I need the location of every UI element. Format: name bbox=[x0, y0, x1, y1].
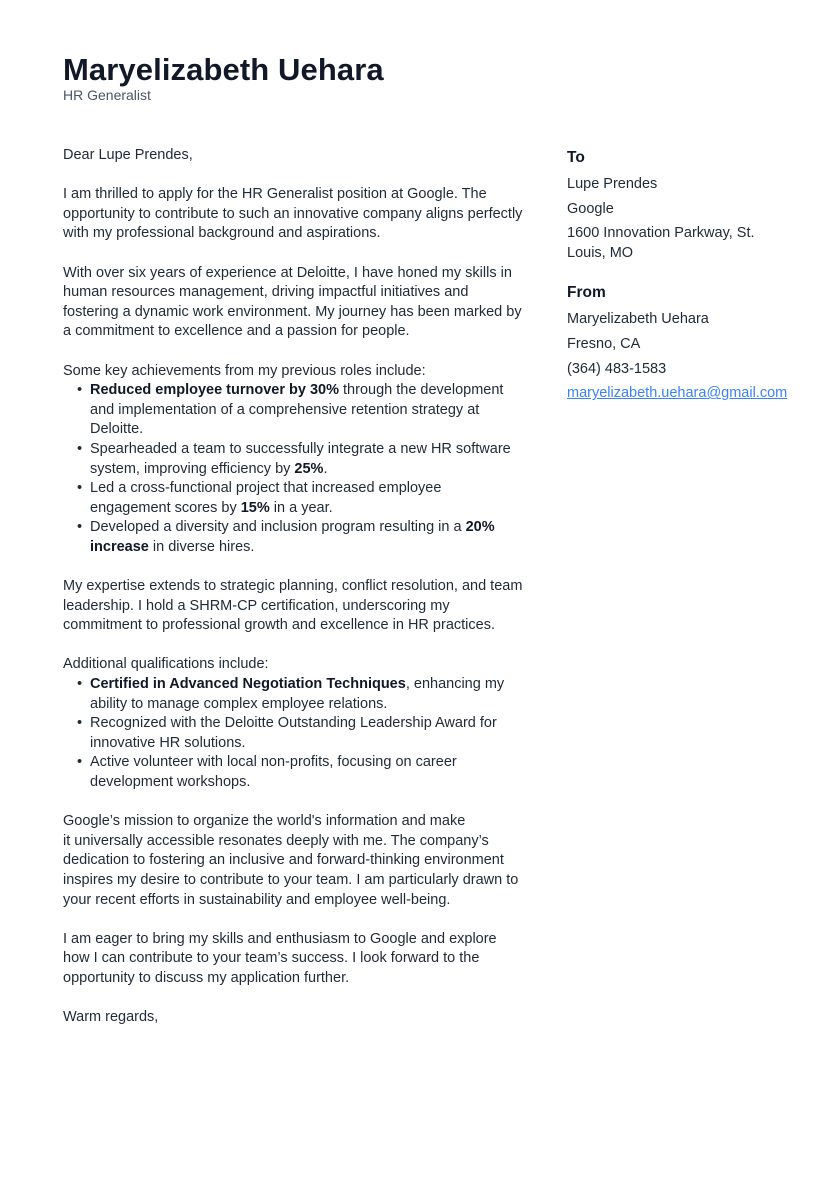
paragraph-experience: With over six years of experience at Deloitte, I have honed my skills in human resources management, driving impactful initiatives and fostering a dynamic work environment. My journey has been marked by a commitment to excellence and a passion for people. bbox=[63, 264, 522, 340]
list-item-text: through the development and implementation of a comprehensive retention strategy at Deloitte. bbox=[90, 382, 504, 438]
list-item-text: in diverse hires. bbox=[148, 538, 255, 555]
sender-section bbox=[567, 281, 797, 403]
applicant-title: HR Generalist bbox=[63, 87, 151, 103]
sender-email-link[interactable]: maryelizabeth.uehara@gmail.com bbox=[567, 385, 788, 402]
sender-name: Maryelizabeth Uehara bbox=[567, 311, 709, 328]
list-item-text: , enhancing my ability to manage complex employee relations. bbox=[90, 676, 505, 712]
list-item bbox=[90, 518, 523, 557]
paragraph-expertise: My expertise extends to strategic planning, conflict resolution, and team leadership. I hold a SHRM-CP certification, underscoring my commitment to professional growth and excellence in HR practices. bbox=[63, 578, 523, 634]
list-item-text: Developed a diversity and inclusion program resulting in a bbox=[90, 519, 466, 536]
recipient-heading: To bbox=[567, 149, 585, 166]
list-item-text: . bbox=[323, 460, 328, 477]
list-item bbox=[90, 753, 523, 792]
bold-highlight: Reduced employee turnover by 30% bbox=[90, 382, 339, 399]
qualifications-list bbox=[63, 675, 523, 793]
achievements-list bbox=[63, 381, 523, 557]
salutation: Dear Lupe Prendes, bbox=[63, 147, 193, 163]
applicant-name: Maryelizabeth Uehara bbox=[63, 52, 384, 87]
recipient-company: Google bbox=[567, 200, 614, 217]
bold-highlight: 20% increase bbox=[90, 519, 495, 555]
paragraph-line: it universally accessible resonates deeply with me. The company’s dedication to fostering an inclusive and forward-thinking environment inspires my desire to contribute to your team. I am particularly drawn to your recent efforts in sustainability and employee well-being. bbox=[63, 832, 519, 908]
letter-header bbox=[63, 52, 384, 103]
list-item bbox=[90, 479, 523, 518]
achievements-intro: Some key achievements from my previous roles include: bbox=[63, 362, 426, 379]
list-item-text: in a year. bbox=[269, 499, 333, 516]
list-item-text: Spearheaded a team to successfully integrate a new HR software system, improving efficiency by bbox=[90, 440, 511, 477]
recipient-section bbox=[567, 146, 797, 263]
list-item-text: Led a cross-functional project that increased employee engagement scores by bbox=[90, 480, 442, 516]
paragraph-line: Google’s mission to organize the world's information and make bbox=[63, 813, 466, 830]
list-item bbox=[90, 440, 523, 479]
list-item-text: Recognized with the Deloitte Outstanding Leadership Award for innovative HR solutions. bbox=[90, 715, 497, 751]
paragraph-closing: I am eager to bring my skills and enthusiasm to Google and explore how I can contribute to your team’s success. I look forward to the opportunity to discuss my application further. bbox=[63, 930, 497, 986]
sender-location: Fresno, CA bbox=[567, 335, 641, 352]
paragraph-company-mission bbox=[63, 812, 523, 910]
qualifications-intro: Additional qualifications include: bbox=[63, 656, 269, 673]
sign-off: Warm regards, bbox=[63, 1009, 159, 1026]
letter-body bbox=[63, 146, 523, 1047]
recipient-name: Lupe Prendes bbox=[567, 176, 658, 192]
sender-phone: (364) 483-1583 bbox=[567, 360, 667, 377]
bold-highlight: 25% bbox=[294, 460, 324, 477]
bold-highlight: Certified in Advanced Negotiation Techniques bbox=[90, 676, 406, 693]
list-item bbox=[90, 675, 523, 714]
list-item bbox=[90, 381, 523, 440]
bold-highlight: 15% bbox=[240, 499, 270, 516]
paragraph-intro: I am thrilled to apply for the HR Generalist position at Google. The opportunity to contribute to such an innovative company aligns perfectly with my professional background and aspirations. bbox=[63, 186, 523, 242]
sender-heading: From bbox=[567, 284, 606, 302]
list-item bbox=[90, 714, 523, 753]
list-item-text: Active volunteer with local non-profits, focusing on career development workshops. bbox=[90, 754, 457, 790]
recipient-address: 1600 Innovation Parkway, St. Louis, MO bbox=[567, 225, 755, 261]
sidebar-contact bbox=[567, 146, 797, 422]
